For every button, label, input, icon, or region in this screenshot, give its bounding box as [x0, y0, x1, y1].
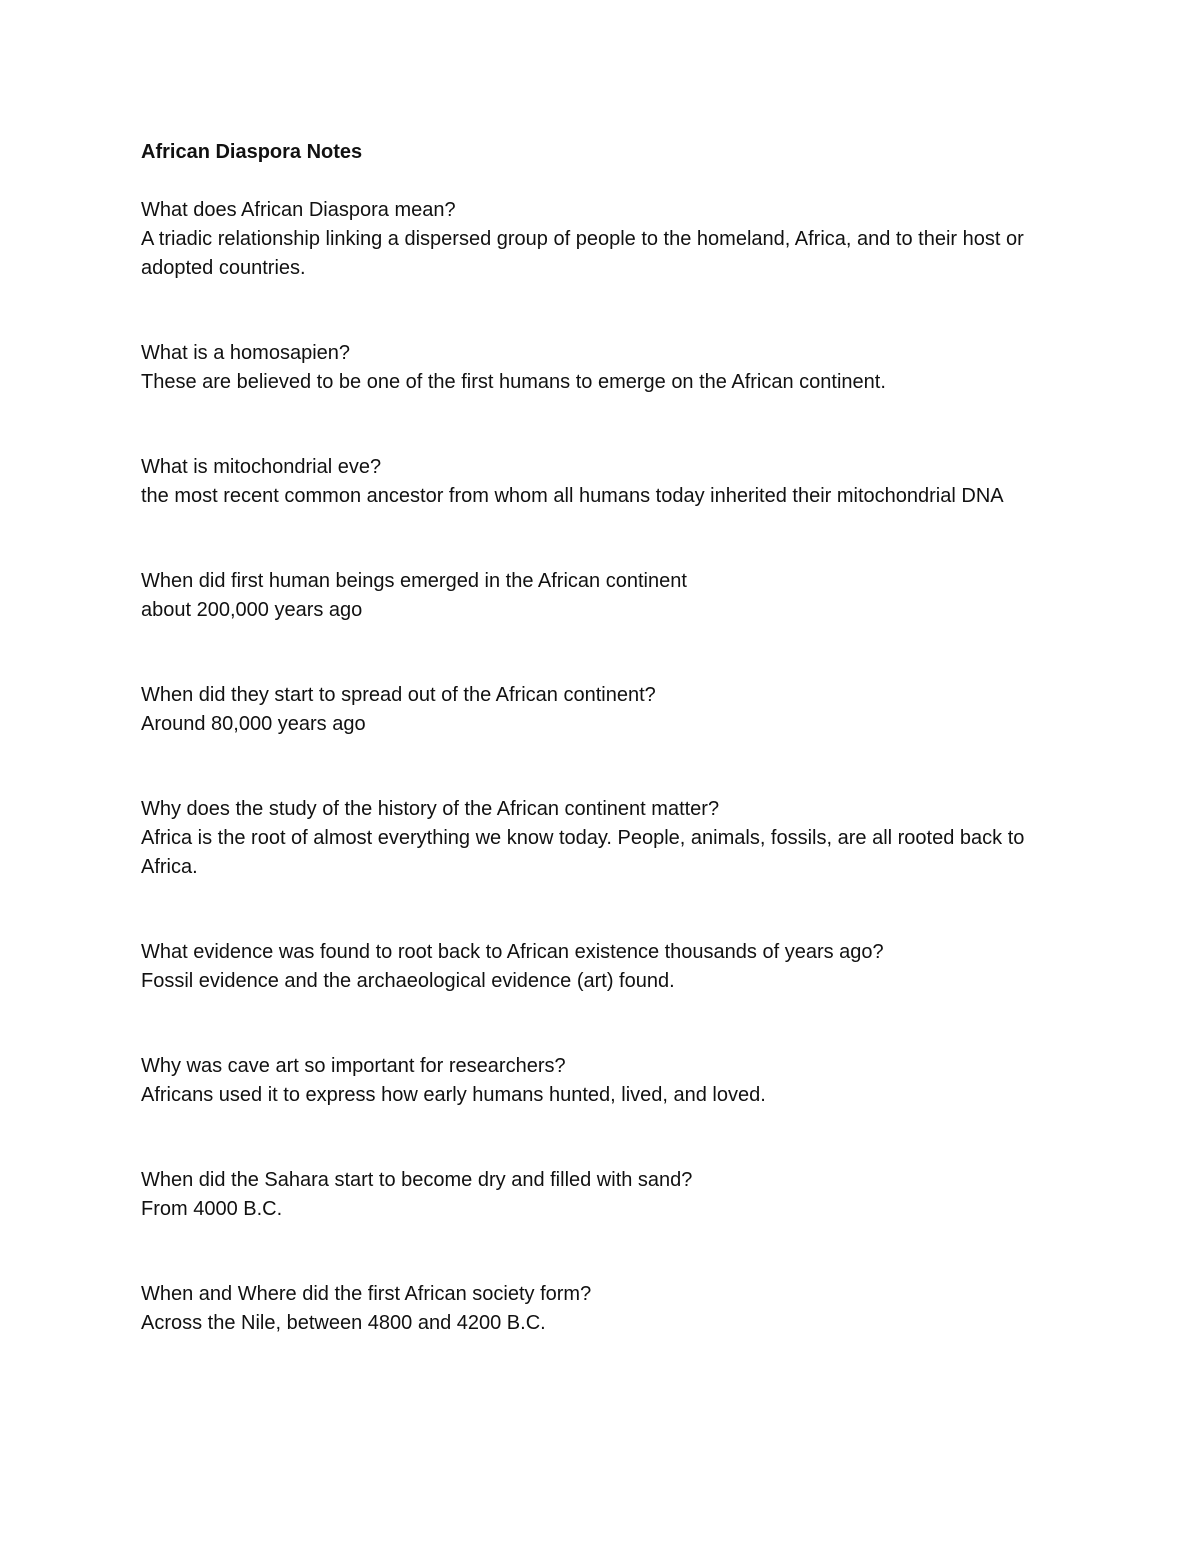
qa-item: [141, 681, 1041, 739]
question-text: When did first human beings emerged in the African continent: [141, 570, 687, 592]
qa-item: [141, 196, 1041, 283]
question-text: What is mitochondrial eve?: [141, 456, 382, 478]
answer-text: Around 80,000 years ago: [141, 713, 366, 735]
question-text: What does African Diaspora mean?: [141, 199, 456, 221]
answer-text: Across the Nile, between 4800 and 4200 B.C.: [141, 1312, 546, 1334]
qa-item: [141, 1280, 1041, 1338]
answer-text: From 4000 B.C.: [141, 1198, 283, 1220]
qa-item: [141, 795, 1041, 882]
question-text: When did the Sahara start to become dry and filled with sand?: [141, 1169, 693, 1191]
answer-text: Africans used it to express how early humans hunted, lived, and loved.: [141, 1084, 766, 1106]
question-text: When and Where did the first African society form?: [141, 1283, 592, 1305]
answer-text: Fossil evidence and the archaeological evidence (art) found.: [141, 970, 675, 992]
question-text: Why does the study of the history of the African continent matter?: [141, 798, 720, 820]
answer-text: A triadic relationship linking a dispersed group of people to the homeland, Africa, and to their host or adopted countries.: [141, 228, 1024, 279]
qa-item: [141, 453, 1041, 511]
answer-text: the most recent common ancestor from whom all humans today inherited their mitochondrial DNA: [141, 485, 1004, 507]
qa-item: [141, 1052, 1041, 1110]
qa-item: [141, 1166, 1041, 1224]
answer-text: These are believed to be one of the first humans to emerge on the African continent.: [141, 371, 886, 393]
document-title: African Diaspora Notes: [141, 141, 363, 163]
qa-item: [141, 567, 1041, 625]
answer-text: Africa is the root of almost everything we know today. People, animals, fossils, are all rooted back to Africa.: [141, 827, 1025, 878]
qa-item: [141, 339, 1041, 397]
document-page: [141, 138, 1041, 1394]
question-text: When did they start to spread out of the African continent?: [141, 684, 656, 706]
answer-text: about 200,000 years ago: [141, 599, 363, 621]
question-text: What evidence was found to root back to African existence thousands of years ago?: [141, 941, 884, 963]
qa-item: [141, 938, 1041, 996]
question-text: Why was cave art so important for researchers?: [141, 1055, 566, 1077]
question-text: What is a homosapien?: [141, 342, 351, 364]
